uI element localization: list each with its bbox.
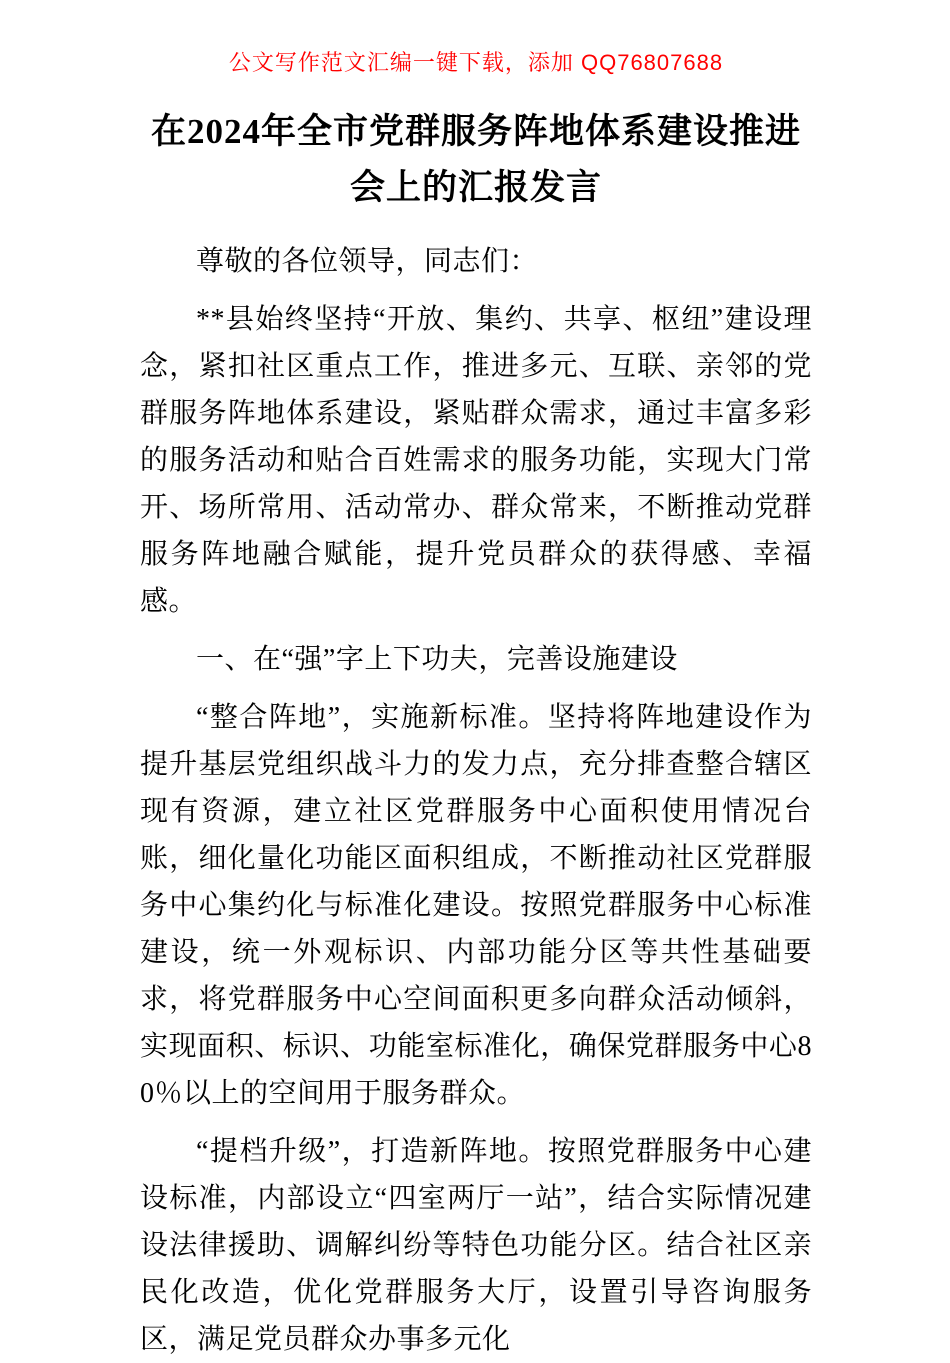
paragraph-intro: **县始终坚持“开放、集约、共享、枢纽”建设理念，紧扣社区重点工作，推进多元、互联、亲邻的党群服务阵地体系建设，紧贴群众需求，通过丰富多彩的服务活动和贴合百姓需求的服务功能，实现大门常开、场所常用、活动常办、群众常来，不断推动党群服务阵地融合赋能，提升党员群众的获得感、幸福感。 <box>140 304 812 617</box>
paragraph-greeting: 尊敬的各位领导，同志们： <box>196 246 539 277</box>
promo-banner-text: 公文写作范文汇编一键下载，添加 QQ76807688 <box>228 50 724 75</box>
section-heading-1: 一、在“强”字上下功夫，完善设施建设 <box>196 644 678 675</box>
paragraph-upgrade-positions: “提档升级”，打造新阵地。按照党群服务中心建设标准，内部设立“四室两厅一站”，结合实际情况建设法律援助、调解纠纷等特色功能分区。结合社区亲民化改造，优化党群服务大厅，设置引导咨询服务区，满足党员群众办事多元化 <box>140 1136 812 1355</box>
document-title: 在2024年全市党群服务阵地体系建设推进会上的汇报发言 <box>150 112 801 207</box>
paragraph-integrate-positions: “整合阵地”，实施新标准。坚持将阵地建设作为提升基层党组织战斗力的发力点，充分排查整合辖区现有资源，建立社区党群服务中心面积使用情况台账，细化量化功能区面积组成，不断推动社区党群服务中心集约化与标准化建设。按照党群服务中心标准建设，统一外观标识、内部功能分区等共性基础要求，将党群服务中心空间面积更多向群众活动倾斜，实现面积、标识、功能室标准化，确保党群服务中心80％以上的空间用于服务群众。 <box>140 702 812 1109</box>
